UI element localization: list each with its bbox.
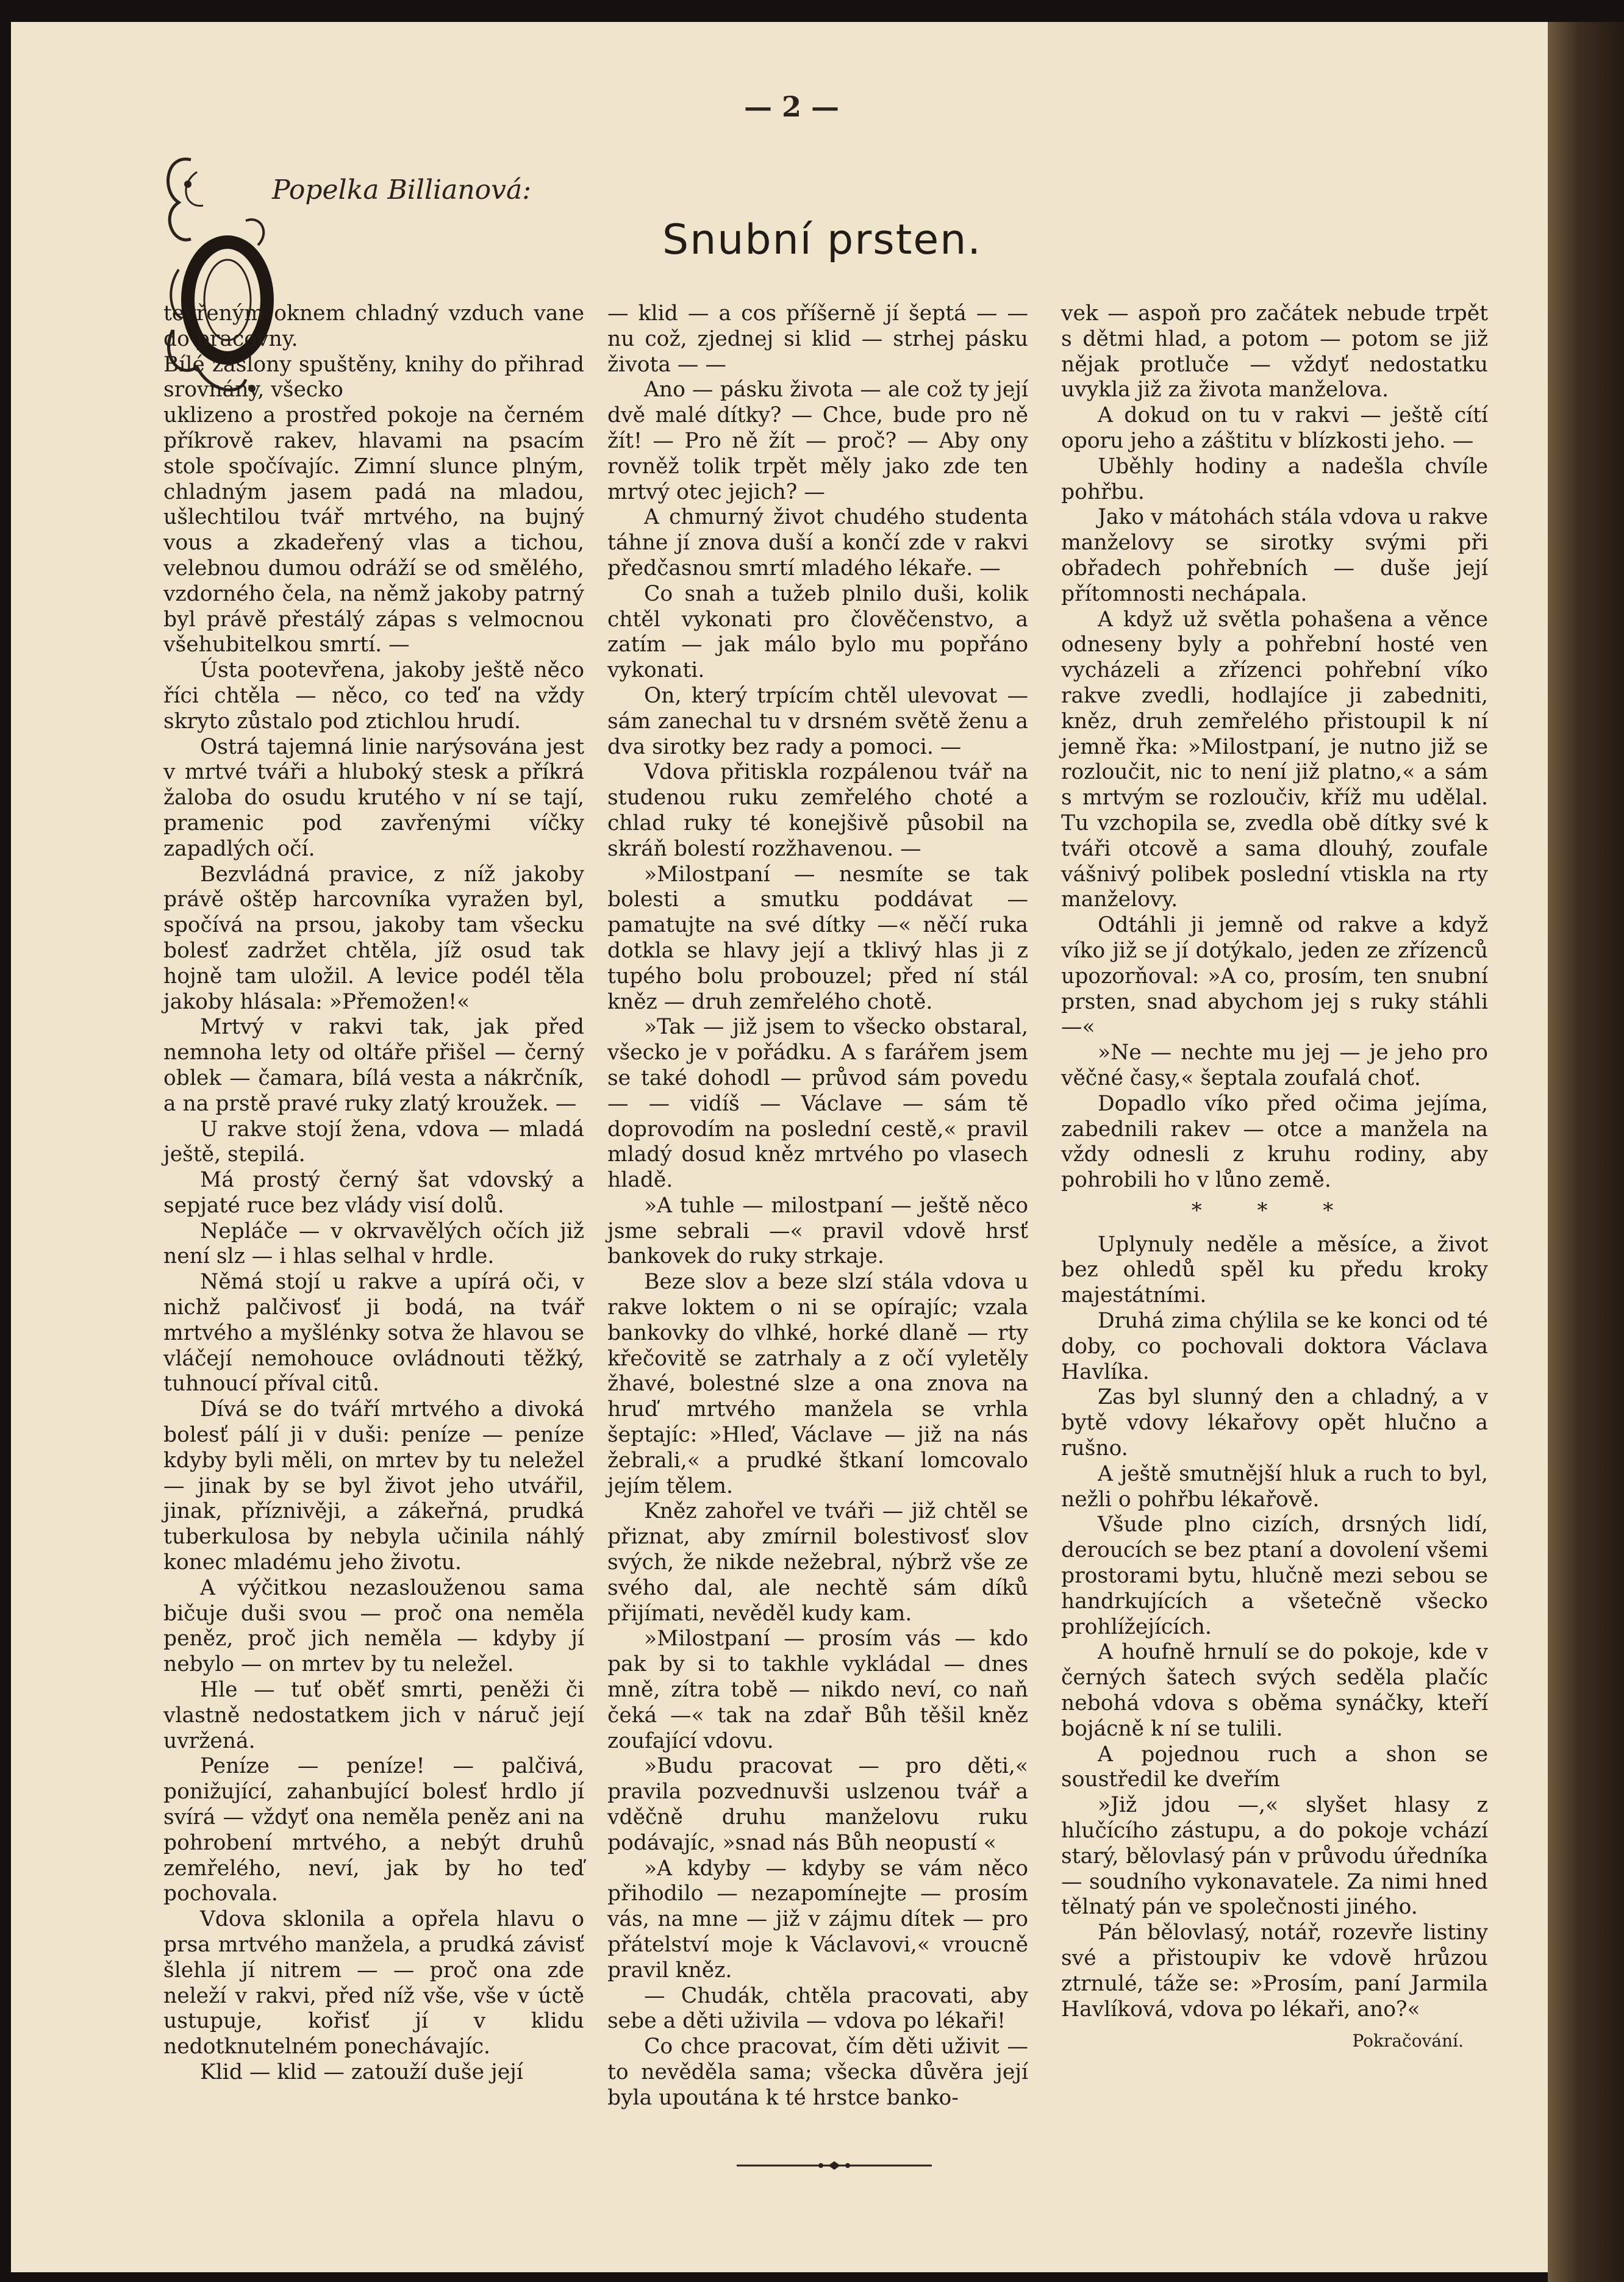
paragraph: Uběhly hodiny a nadešla chvíle pohřbu. xyxy=(1061,454,1488,504)
paragraph: Dopadlo víko před očima jejíma, zabednili rakev — otce a manžela na vždy odnesli z kruhu rodiny, aby pohrobili ho v lůno země. xyxy=(1061,1091,1488,1193)
paragraph: Vdova přitiskla rozpálenou tvář na studenou ruku zemřelého choté a chlad ruky té konejšivě působil na skráň bolestí rozžhavenou. — xyxy=(607,760,1028,861)
paragraph: Zas byl slunný den a chladný, a v bytě vdovy lékařovy opět hlučno a rušno. xyxy=(1061,1385,1488,1461)
paragraph: Co chce pracovat, čím děti uživit — to nevěděla sama; všecka důvěra její byla upoutána k té hrstce banko- xyxy=(607,2034,1028,2110)
paragraph: Bezvládná pravice, z níž jakoby právě oštěp harcovníka vyražen byl, spočívá na prsou, jakoby tam všecku bolesť zadržet chtěla, jíž osud tak hojně tam uložil. A levice podél těla jakoby hlásala: »Přemožen!« xyxy=(163,862,584,1014)
newspaper-page xyxy=(11,22,1548,2272)
paragraph: — klid — a cos příšerně jí šeptá — — nu což, zjednej si klid — strhej pásku života — — xyxy=(607,301,1028,377)
paragraph: Co snah a tužeb plnilo duši, kolik chtěl vykonati pro člověčenstvo, a zatím — jak málo bylo mu popřáno vykonati. xyxy=(607,581,1028,683)
paragraph: Dívá se do tváří mrtvého a divoká bolesť pálí ji v duši: peníze — peníze kdyby byli měli, on mrtev by tu neležel — jinak by se byl život jeho utvářil, jinak, příznivěji, a zákeřná, prudká tuberkulosa by nebyla učinila náhlý konec mladému jeho životu. xyxy=(163,1397,584,1575)
end-ornament-icon xyxy=(737,2159,932,2172)
paragraph: »Již jdou —,« slyšet hlasy z hlučícího zástupu, a do pokoje vchází starý, bělovlasý pán v průvodu úředníka — soudního vykonavatele. Za nimi hned tělnatý pán ve společnosti jiného. xyxy=(1061,1793,1488,1920)
paragraph: »Ne — nechte mu jej — je jeho pro věčné časy,« šeptala zoufalá choť. xyxy=(1061,1040,1488,1090)
paragraph: »Milostpaní — nesmíte se tak bolesti a smutku poddávat — pamatujte na své dítky —« něčí ruka dotkla se hlavy její a tklivý hlas ji z tupého bolu probouzel; před ní stál kněz — druh zemřelého chotě. xyxy=(607,862,1028,1014)
paragraph: »Milostpaní — prosím vás — kdo pak by si to takhle vykládal — dnes mně, zítra tobě — nikdo neví, co naň čeká —« tak na zdař Bůh těšil kněz zoufající vdovu. xyxy=(607,1626,1028,1753)
paragraph: Ostrá tajemná linie narýsována jest v mrtvé tváři a hluboký stesk a příkrá žaloba do osudu krutého v ní se tají, pramenic pod zavřenými víčky zapadlých očí. xyxy=(163,734,584,861)
paragraph: Kněz zahořel ve tváři — již chtěl se přiznat, aby zmírnil bolestivosť slov svých, že nikde nežebral, nýbrž vše ze svého dal, ale nechtě sám díků přijímati, nevěděl kudy kam. xyxy=(607,1499,1028,1626)
book-spine-edge xyxy=(1548,22,1624,2282)
paragraph: »Tak — již jsem to všecko obstaral, všecko je v pořádku. A s farářem jsem se také dohodl — průvod sám povedu — — vidíš — Václave — sám tě doprovodím na poslední cestě,« pravil mladý dosud kněz mrtvého po vlasech hladě. xyxy=(607,1015,1028,1193)
paragraph: Hle — tuť oběť smrti, peněži či vlastně nedostatkem jich v náruč její uvržená. xyxy=(163,1678,584,1753)
paragraph: Pán bělovlasý, notář, rozevře listiny své a přistoupiv ke vdově hrůzou ztrnulé, táže se: »Prosím, paní Jarmila Havlíková, vdova po lékaři, ano?« xyxy=(1061,1920,1488,2022)
paragraph: uklizeno a prostřed pokoje na černém příkrově rakev, hlavami na psacím stole spočívajíc. Zimní slunce plným, chladným jasem padá na mladou, ušlechtilou tvář mrtvého, na bujný vous a zkadeřený vlas a tichou, velebnou dumou odráží se od smělého, vzdorného čela, na němž jakoby patrný byl právě přestálý zápas s velmocnou všehubitelkou smrtí. — xyxy=(163,403,584,657)
paragraph: vek — aspoň pro začátek nebude trpět s dětmi hlad, a potom — potom se již nějak protluče — vždyť nedostatku uvykla již za života manželova. xyxy=(1061,301,1488,402)
text-column-1 xyxy=(163,301,584,2086)
paragraph: »A tuhle — milostpaní — ještě něco jsme sebrali —« pravil vdově hrsť bankovek do ruky strkaje. xyxy=(607,1193,1028,1269)
paragraph: A dokud on tu v rakvi — ještě cítí oporu jeho a záštitu v blízkosti jeho. — xyxy=(1061,403,1488,453)
paragraph: Ano — pásku života — ale což ty její dvě malé dítky? — Chce, bude pro ně žít! — Pro ně žít — proč? — Aby ony rovněž tolik trpět měly jako zde ten mrtvý otec jejich? — xyxy=(607,377,1028,504)
paragraph: — Chudák, chtěla pracovati, aby sebe a děti uživila — vdova po lékaři! xyxy=(607,1983,1028,2034)
paragraph: Nepláče — v okrvavělých očích již není slz — i hlas selhal v hrdle. xyxy=(163,1218,584,1269)
paragraph: Jako v mátohách stála vdova u rakve manželovy se sirotky svými při obřadech pohřebních — duše její přítomnosti nechápala. xyxy=(1061,505,1488,606)
paragraph: A ještě smutnější hluk a ruch to byl, nežli o pohřbu lékařově. xyxy=(1061,1461,1488,1512)
author-name: Popelka Billianová: xyxy=(272,174,532,206)
paragraph: Peníze — peníze! — palčivá, ponižující, zahanbující bolesť hrdlo jí svírá — vždyť ona neměla peněz ani na pohrobení mrtvého, a nebýt druhů zemřelého, neví, jak by ho teď pochovala. xyxy=(163,1754,584,1906)
article-title: Snubní prsten. xyxy=(662,216,982,264)
paragraph: »A kdyby — kdyby se vám něco přihodilo — nezapomínejte — prosím vás, na mne — již v zájmu dítek — pro přátelství moje k Václavovi,« vroucně pravil kněz. xyxy=(607,1856,1028,1983)
paragraph: Odtáhli ji jemně od rakve a když víko již se jí dotýkalo, jeden ze zřízenců upozorňoval: »A co, prosím, ten snubní prsten, snad abychom jej s ruky stáhli —« xyxy=(1061,913,1488,1040)
paragraph: Všude plno cizích, drsných lidí, deroucích se bez ptaní a dovolení všemi prostorami bytu, hlučně mezi sebou se handrkujících a všetečně všecko prohlížejících. xyxy=(1061,1512,1488,1639)
paragraph: A chmurný život chudého studenta táhne jí znova duší a končí zde v rakvi předčasnou smrtí mladého lékaře. — xyxy=(607,505,1028,581)
paragraph: Druhá zima chýlila se ke konci od té doby, co pochovali doktora Václava Havlíka. xyxy=(1061,1309,1488,1384)
paragraph: A pojednou ruch a shon se soustředil ke dveřím xyxy=(1061,1742,1488,1792)
paragraph: Uplynuly neděle a měsíce, a život bez ohledů spěl ku předu kroky majestátními. xyxy=(1061,1232,1488,1308)
page-number: — 2 — xyxy=(743,90,840,123)
text-column-2 xyxy=(607,301,1028,2111)
paragraph: Má prostý černý šat vdovský a sepjaté ruce bez vlády visí dolů. xyxy=(163,1168,584,1218)
paragraph: Mrtvý v rakvi tak, jak před nemnoha lety od oltáře přišel — černý oblek — čamara, bílá vesta a nákrčník, a na prstě pravé ruky zlatý kroužek. — xyxy=(163,1015,584,1116)
paragraph: »Budu pracovat — pro děti,« pravila pozvednuvši uslzenou tvář a vděčně druhu manželovu ruku podávajíc, »snad nás Bůh neopustí « xyxy=(607,1754,1028,1855)
text-column-3 xyxy=(1061,301,1488,2054)
paragraph: On, který trpícím chtěl ulevovat — sám zanechal tu v drsném světě ženu a dva sirotky bez rady a pomoci. — xyxy=(607,683,1028,759)
paragraph: Ústa pootevřena, jakoby ještě něco říci chtěla — něco, co teď na vždy skryto zůstalo pod ztichlou hrudí. xyxy=(163,658,584,734)
section-break-stars: * * * xyxy=(1191,1198,1358,1223)
paragraph: A houfně hrnulí se do pokoje, kde v černých šatech svých seděla plačíc nebohá vdova s oběma synáčky, kteří bojácně k ní se tulili. xyxy=(1061,1640,1488,1741)
paragraph: U rakve stojí žena, vdova — mladá ještě, stepilá. xyxy=(163,1117,584,1167)
paragraph: Němá stojí u rakve a upírá oči, v nichž palčivosť ji bodá, na tvář mrtvého a myšlénky sotva že hlavou se vláčejí nemohouce ovládnouti těžký, tuhnoucí příval citů. xyxy=(163,1270,584,1397)
paragraph: Bílé záslony spuštěny, knihy do přihrad srovnány, všecko xyxy=(163,352,584,402)
paragraph: A výčitkou nezaslouženou sama bičuje duši svou — proč ona neměla peněz, proč jich neměla — kdyby jí nebylo — on mrtev by tu neležel. xyxy=(163,1575,584,1677)
paragraph: tevřeným oknem chladný vzduch vane do pracovny. xyxy=(163,301,584,351)
paragraph: A když už světla pohašena a věnce odneseny byly a pohřební hosté ven vycházeli a zřízenci pohřební víko rakve zvedli, hodlajíce ji zabedniti, kněz, druh zemřelého přistoupil k ní jemně řka: »Milostpaní, je nutno již se rozloučit, nic to není již platno,« a sám s mrtvým se rozloučiv, kříž mu udělal. Tu vzchopila se, zvedla obě dítky své k tváři otcově a sama dlouhý, zoufale vášnivý polibek poslední vtiskla na rty manželovy. xyxy=(1061,607,1488,912)
paragraph: Beze slov a beze slzí stála vdova u rakve loktem o ni se opírajíc; vzala bankovky do vlhké, horké dlaně — rty křečovitě se zatrhaly a z očí vyletěly žhavé, bolestné slze a ona znova na hruď mrtvého manžela se vrhla šeptajíc: »Hleď, Václave — již na nás žebrali,« a prudké štkaní lomcovalo jejím tělem. xyxy=(607,1270,1028,1498)
continued-note: Pokračování. xyxy=(1352,2031,1464,2051)
paragraph: Vdova sklonila a opřela hlavu o prsa mrtvého manžela, a prudká závisť šlehla jí nitrem — — proč ona zde neleží v rakvi, před níž vše, vše v úctě ustupuje, kořisť jí v klidu nedotknutelném ponechávajíc. xyxy=(163,1907,584,2059)
paragraph: Klid — klid — zatouží duše její xyxy=(200,2059,523,2084)
